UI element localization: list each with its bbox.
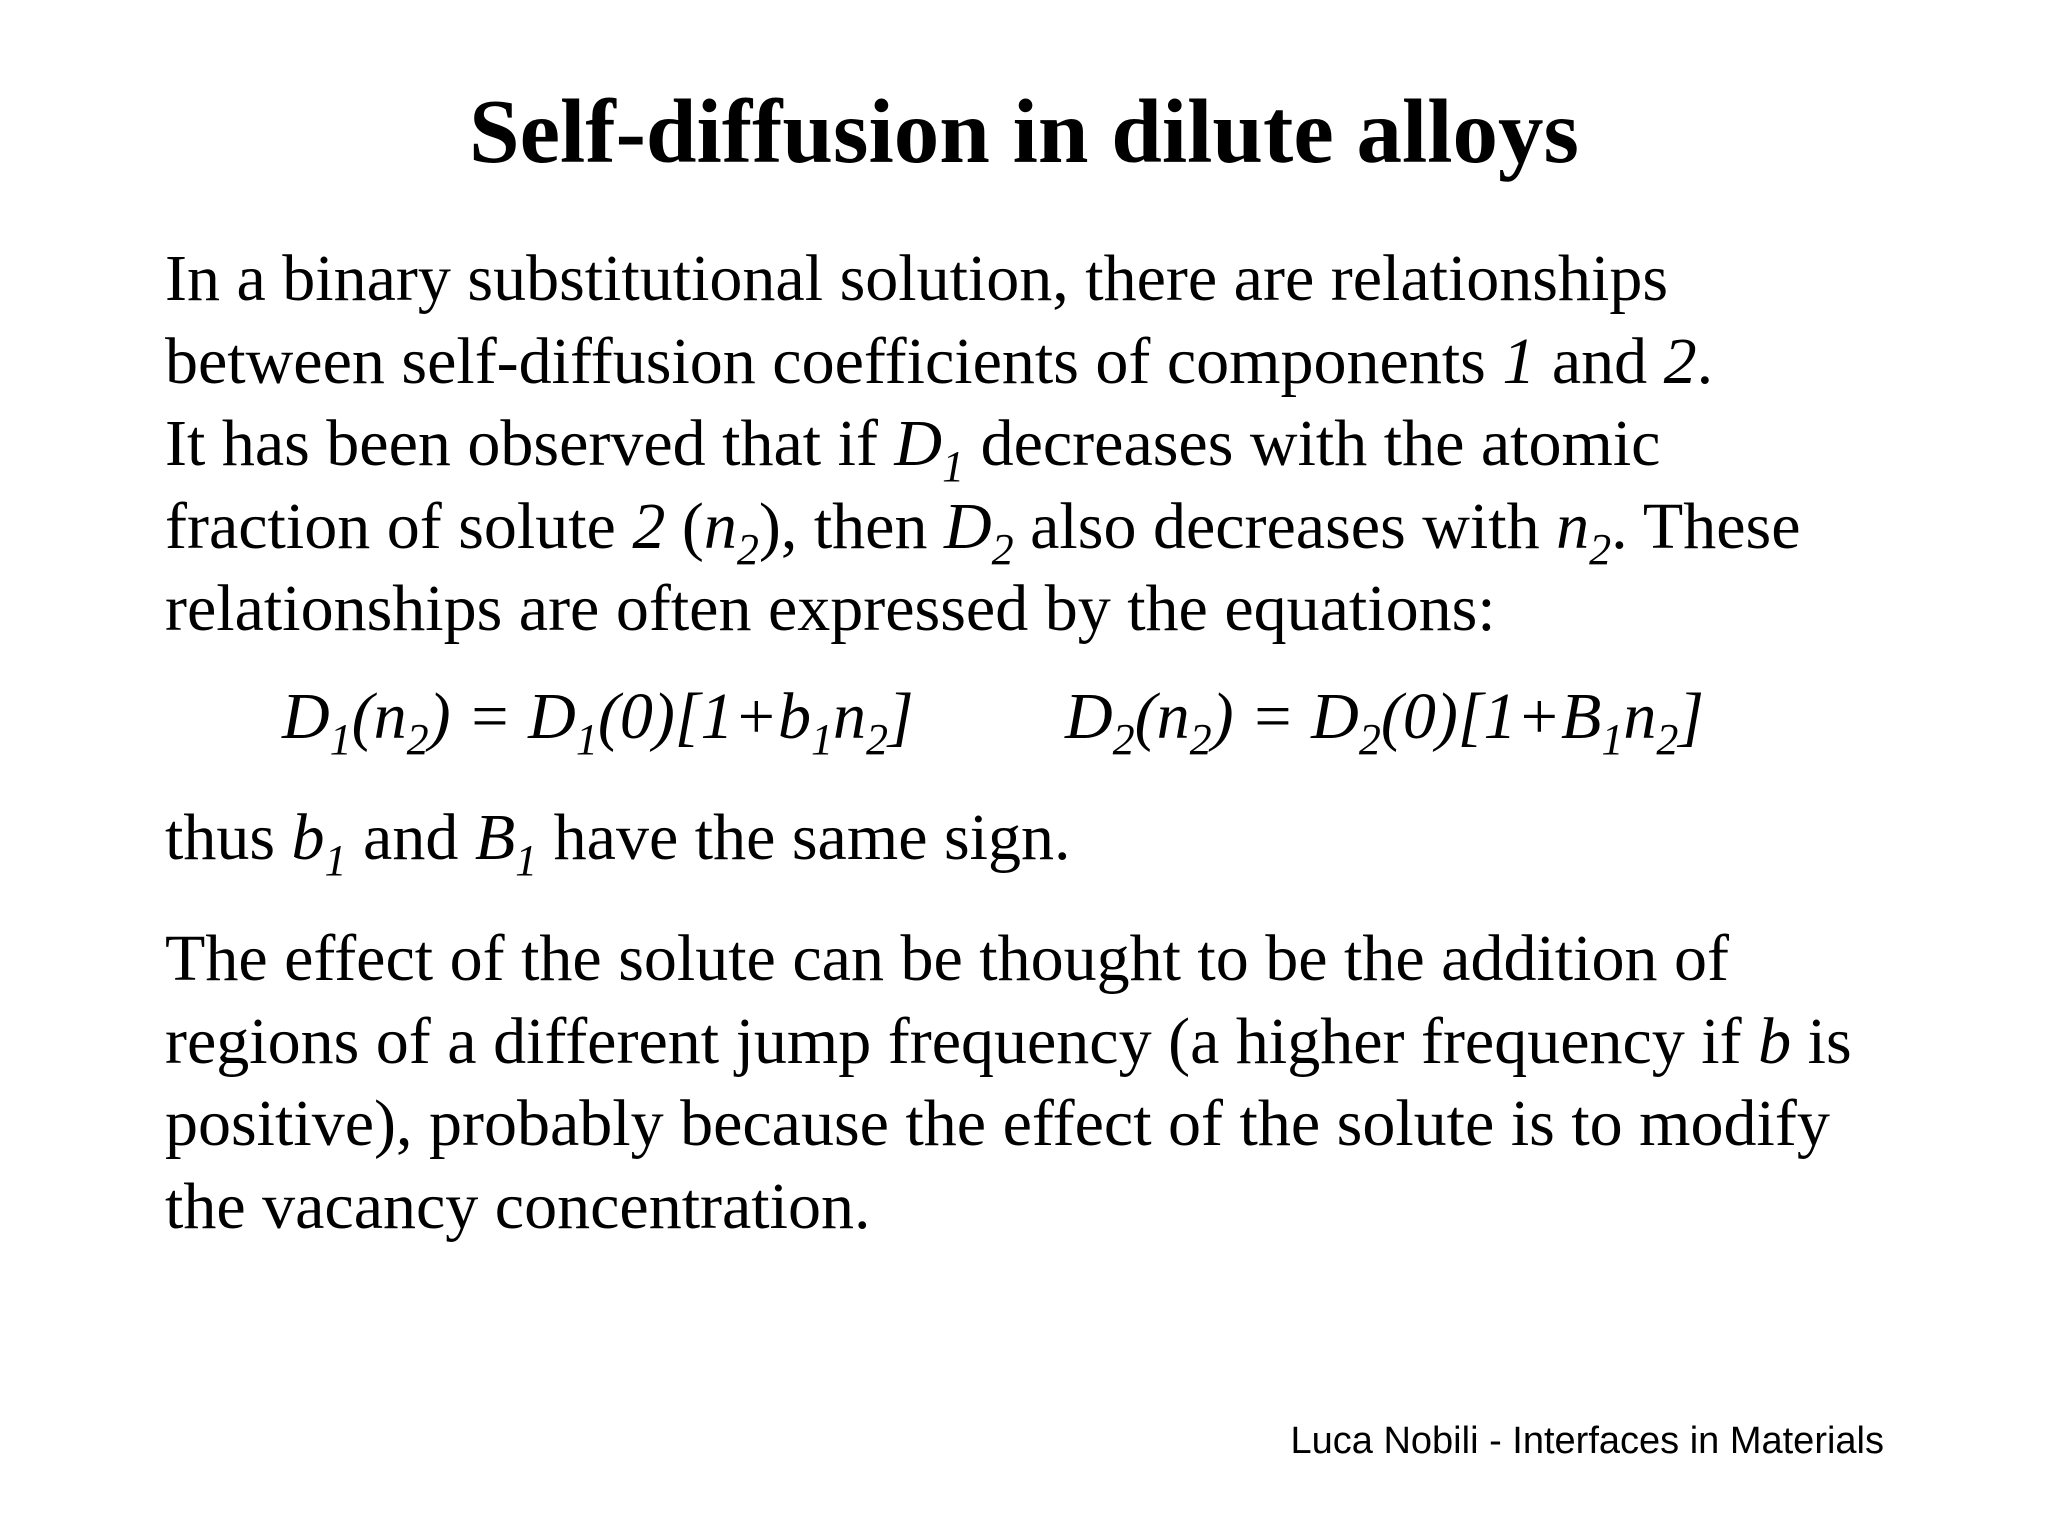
text-run: and xyxy=(1535,324,1664,398)
text-run: and xyxy=(346,801,475,874)
subscript: 2 xyxy=(1589,524,1612,574)
symbol-D: D xyxy=(943,489,992,563)
intro-line-1: In a binary substitutional solution, there are relationships xyxy=(165,242,1669,315)
symbol-b: b xyxy=(291,801,325,874)
effect-line-3: positive), probably because the effect of the solute is to modify xyxy=(165,1087,1830,1160)
sign-paragraph xyxy=(165,797,1071,885)
eq-term: n xyxy=(1623,680,1657,753)
subscript: 2 xyxy=(991,524,1014,574)
text-run: is xyxy=(1791,1004,1852,1078)
eq-term: (0)[1+b xyxy=(597,680,812,753)
component-label: 1 xyxy=(1502,324,1536,398)
symbol-B: B xyxy=(474,801,516,874)
equation-d2 xyxy=(1065,676,1705,764)
effect-paragraph xyxy=(165,918,1852,1248)
effect-line-4: the vacancy concentration. xyxy=(165,1169,871,1243)
eq-term: ) = D xyxy=(428,680,576,753)
text-run: have the same sign. xyxy=(537,801,1071,874)
intro-line-4 xyxy=(165,486,1801,574)
text-run: between self-diffusion coefficients of components xyxy=(165,324,1503,398)
subscript: 1 xyxy=(1601,715,1624,764)
eq-term: ] xyxy=(1678,680,1705,753)
text-run: ), then xyxy=(758,489,944,563)
effect-line-1: The effect of the solute can be thought to be the addition of xyxy=(165,922,1729,995)
eq-term: (n xyxy=(1134,680,1190,753)
intro-line-3 xyxy=(165,403,1801,491)
intro-line-5: relationships are often expressed by the equations: xyxy=(165,572,1496,645)
subscript: 1 xyxy=(329,715,352,764)
subscript: 2 xyxy=(406,715,429,764)
subscript: 1 xyxy=(515,836,538,885)
text-run: ( xyxy=(665,489,704,563)
symbol-n: n xyxy=(703,489,737,563)
subscript: 2 xyxy=(1358,715,1381,764)
symbol-D: D xyxy=(894,407,943,480)
eq-term: ) = D xyxy=(1211,680,1359,753)
slide-title: Self-diffusion in dilute alloys xyxy=(469,81,1579,182)
symbol-n: n xyxy=(1556,489,1590,563)
intro-line-2 xyxy=(165,321,1801,404)
intro-paragraph xyxy=(165,238,1801,651)
eq-term: (0)[1+B xyxy=(1380,680,1602,753)
subscript: 2 xyxy=(866,715,889,764)
text-run: It has been observed that if xyxy=(165,407,895,480)
eq-term: D xyxy=(282,680,330,753)
subscript: 1 xyxy=(324,836,347,885)
eq-term: (n xyxy=(351,680,407,753)
sign-line xyxy=(165,797,1071,885)
subscript: 2 xyxy=(1189,715,1212,764)
subscript: 2 xyxy=(1656,715,1679,764)
solute-label: 2 xyxy=(632,489,666,563)
effect-line-2 xyxy=(165,1001,1852,1084)
eq-term: D xyxy=(1065,680,1113,753)
text-run: . xyxy=(1696,324,1714,398)
equation-d1 xyxy=(282,676,914,764)
text-run: thus xyxy=(165,801,292,874)
text-run: also decreases with xyxy=(1013,489,1557,563)
slide-footer: Luca Nobili - Interfaces in Materials xyxy=(1290,1420,1884,1462)
symbol-b: b xyxy=(1758,1004,1792,1078)
component-label: 2 xyxy=(1663,324,1697,398)
text-run: regions of a different jump frequency (a higher frequency if xyxy=(165,1004,1759,1078)
subscript: 1 xyxy=(811,715,834,764)
text-run: fraction of solute xyxy=(165,489,633,563)
subscript: 2 xyxy=(736,524,759,574)
eq-term: ] xyxy=(888,680,914,753)
text-run: . These xyxy=(1611,489,1801,563)
subscript: 1 xyxy=(575,715,598,764)
eq-term: n xyxy=(833,680,867,753)
subscript: 2 xyxy=(1112,715,1135,764)
text-run: decreases with the atomic xyxy=(964,407,1661,480)
subscript: 1 xyxy=(942,442,965,491)
